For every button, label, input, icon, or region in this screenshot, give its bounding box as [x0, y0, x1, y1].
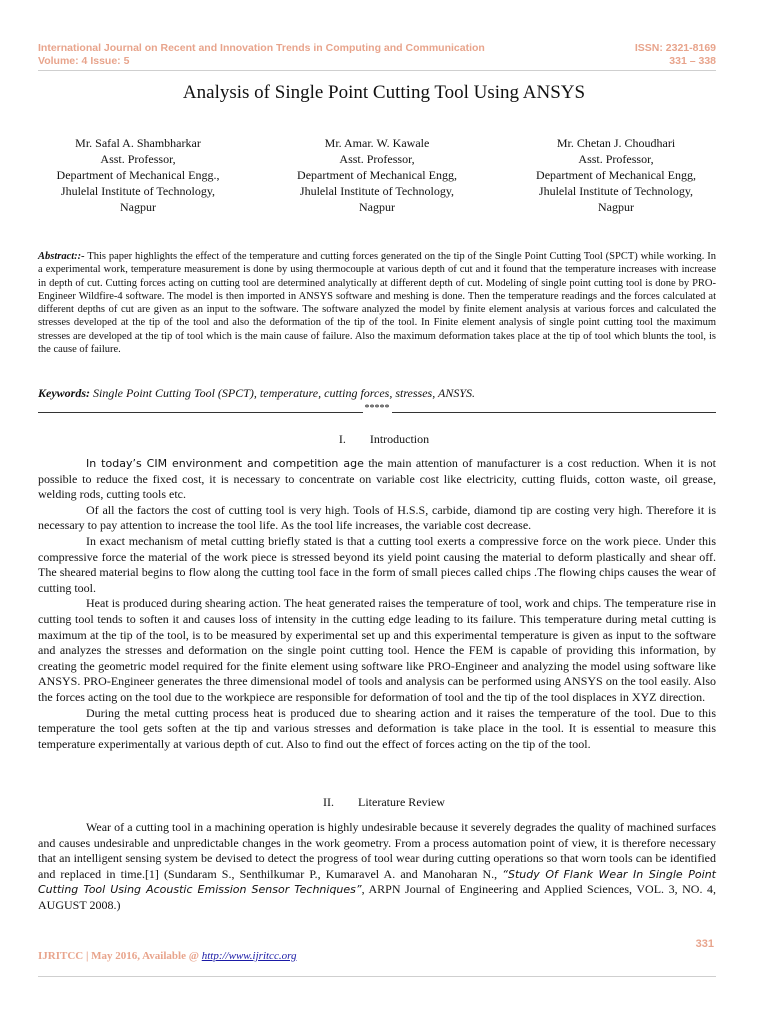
author-name: Mr. Safal A. Shambharkar: [75, 136, 201, 150]
journal-header: [38, 42, 716, 68]
citation-title: “Study Of Flank Wear In Single Point Cutting Tool Using Acoustic Emission Sensor Techniques”: [38, 867, 716, 897]
author-city: Nagpur: [598, 200, 634, 214]
paragraph-text: the main attention of manufacturer is a cost reduction. When it is not possible to reduce the fixed cost, it is necessary to concentrate on variable cost like electricity, cutting fluids, cotton waste, oil grease, welding rods, cutting tools etc.: [38, 456, 716, 502]
author-3: [516, 135, 716, 215]
author-name: Mr. Chetan J. Choudhari: [556, 136, 676, 150]
paragraph: Heat is produced during shearing action. The heat generated raises the temperature of tool, work and chips. The temperature rise in cutting tool tends to soften it and causes loss of intensity in the cutting edge leading to its failure. This temperature during metal cutting is maximum at the tip of the tool, is to be measured by experimental set up and this experimental temperature is given as input to the software and analyzes the stresses and deformation on the single point cutting tool. Hence the FEM is capable of providing this information, by creating the geometric model required for the finite element using software like PRO-Engineer and analyzing the model using software like ANSYS. PRO-Engineer generates the three dimensional model of tools and analysis can be performed using ANSYS on the tool easily. Also the forces acting on the tool due to the workpiece are responsible for deformation of tool and the tip of the tool displaces in XYZ direction.: [38, 596, 716, 704]
abstract: [38, 250, 716, 356]
page-number: 331: [695, 938, 714, 950]
paragraph: In exact mechanism of metal cutting briefly stated is that a cutting tool exerts a compressive force on the work piece. Under this compressive force the material of the work piece is stressed beyond its yield point causing the material to deform plastically and shear off. The sheared material begins to flow along the cutting tool face in the form of small pieces called chips .The flowing chips causes the wear of cutting tool.: [38, 533, 716, 595]
author-block: [38, 135, 716, 215]
author-1: [38, 135, 238, 215]
author-role: Asst. Professor,: [339, 152, 415, 166]
section-heading-literature-review: II. Literature Review: [323, 795, 445, 809]
literature-review-body: [38, 820, 716, 914]
section-heading-introduction: I. Introduction: [338, 432, 430, 446]
introduction-body: [38, 456, 716, 752]
author-inst: Jhulelal Institute of Technology,: [538, 184, 694, 198]
paper-title: Analysis of Single Point Cutting Tool Using ANSYS: [182, 82, 586, 103]
keywords: [38, 386, 716, 401]
author-2: [277, 135, 477, 215]
volume-issue: Volume: 4 Issue: 5: [38, 55, 130, 67]
lead-phrase: In today’s CIM environment and competition age: [86, 457, 364, 470]
journal-name: International Journal on Recent and Innovation Trends in Computing and Communication: [38, 42, 485, 54]
footer: [38, 950, 296, 962]
keywords-text: Single Point Cutting Tool (SPCT), temperature, cutting forces, stresses, ANSYS.: [90, 386, 476, 400]
paragraph: Of all the factors the cost of cutting tool is very high. Tools of H.S.S, carbide, diamond tip are costing very high. Therefore it is necessary to pay attention to increase the tool life. As the tool life increases, the variable cost decrease.: [38, 502, 716, 533]
header-divider: [38, 70, 716, 71]
issn: ISSN: 2321-8169: [634, 42, 716, 54]
paragraph-text: , ARPN Journal of Engineering and Applied Sciences, VOL. 3, NO. 4, AUGUST 2008.): [38, 882, 716, 912]
paragraph: [38, 456, 716, 503]
author-role: Asst. Professor,: [578, 152, 654, 166]
author-dept: Department of Mechanical Engg.,: [56, 168, 220, 182]
author-city: Nagpur: [359, 200, 395, 214]
abstract-text: This paper highlights the effect of the temperature and cutting forces generated on the tip of the Single Point Cutting Tool (SPCT) while working. In a experimental work, temperature measurement is done by using thermocouple at various depth of cut and it found that the temperature increases with increase in depth of cut. Cutting forces acting on cutting tool are determined analytically at different depth of cut. Modeling of single point cutting tool is done by PRO-Engineer Wildfire-4 software. The model is then imported in ANSYS software and meshing is done. Then the temperature readings and the forces calculated at different depths of cut are given as an input to the software. The software analyzed the model by finite element analysis at various forces and calculated the stresses developed at the tip of the tool and also the deformation of the tip of the tool. In Finite element analysis of single point cutting tool the maximum stresses are developed at the tip of tool which is the main cause of failure. Also the maximum deformation takes place at the tip of tool which blunts the tool, is the cause of failure.: [38, 251, 716, 356]
author-dept: Department of Mechanical Engg,: [297, 168, 457, 182]
abstract-label: Abstract::-: [38, 251, 85, 262]
author-name: Mr. Amar. W. Kawale: [324, 136, 430, 150]
author-role: Asst. Professor,: [100, 152, 176, 166]
paragraph-text: Wear of a cutting tool in a machining operation is highly undesirable because it severely degrades the quality of machined surfaces and causes undesirable and unpredictable changes in the work geometry. From a process automation point of view, it is therefore necessary that an intelligent sensing system be devised to detect the progress of tool wear during cutting operations so that worn tools can be identified and replaced in time.[1] (Sundaram S., Senthilkumar P., Kumaravel A. and Manoharan N.,: [38, 820, 716, 881]
paragraph: [38, 820, 716, 914]
separator-stars: *****: [364, 402, 390, 414]
paragraph: During the metal cutting process heat is produced due to shearing action and it raises the temperature of the tool. Due to this temperature the tool gets soften at the tip and various stresses and deformation is take place in the tool. It is essential to measure this temperature experimentally at various depth of cut. Also to find out the effect of forces acting on the tip of the tool.: [38, 705, 716, 751]
footer-divider: [38, 976, 716, 977]
separator-line-left: [38, 412, 363, 413]
separator-line-right: [392, 412, 717, 413]
footer-text: IJRITCC | May 2016, Available @: [38, 950, 202, 962]
author-inst: Jhulelal Institute of Technology,: [60, 184, 216, 198]
page-range: 331 – 338: [669, 55, 716, 67]
keywords-label: Keywords:: [38, 386, 90, 400]
author-city: Nagpur: [120, 200, 156, 214]
journal-link[interactable]: http://www.ijritcc.org: [201, 950, 297, 962]
section-separator: [38, 401, 716, 415]
author-inst: Jhulelal Institute of Technology,: [299, 184, 455, 198]
author-dept: Department of Mechanical Engg,: [536, 168, 696, 182]
